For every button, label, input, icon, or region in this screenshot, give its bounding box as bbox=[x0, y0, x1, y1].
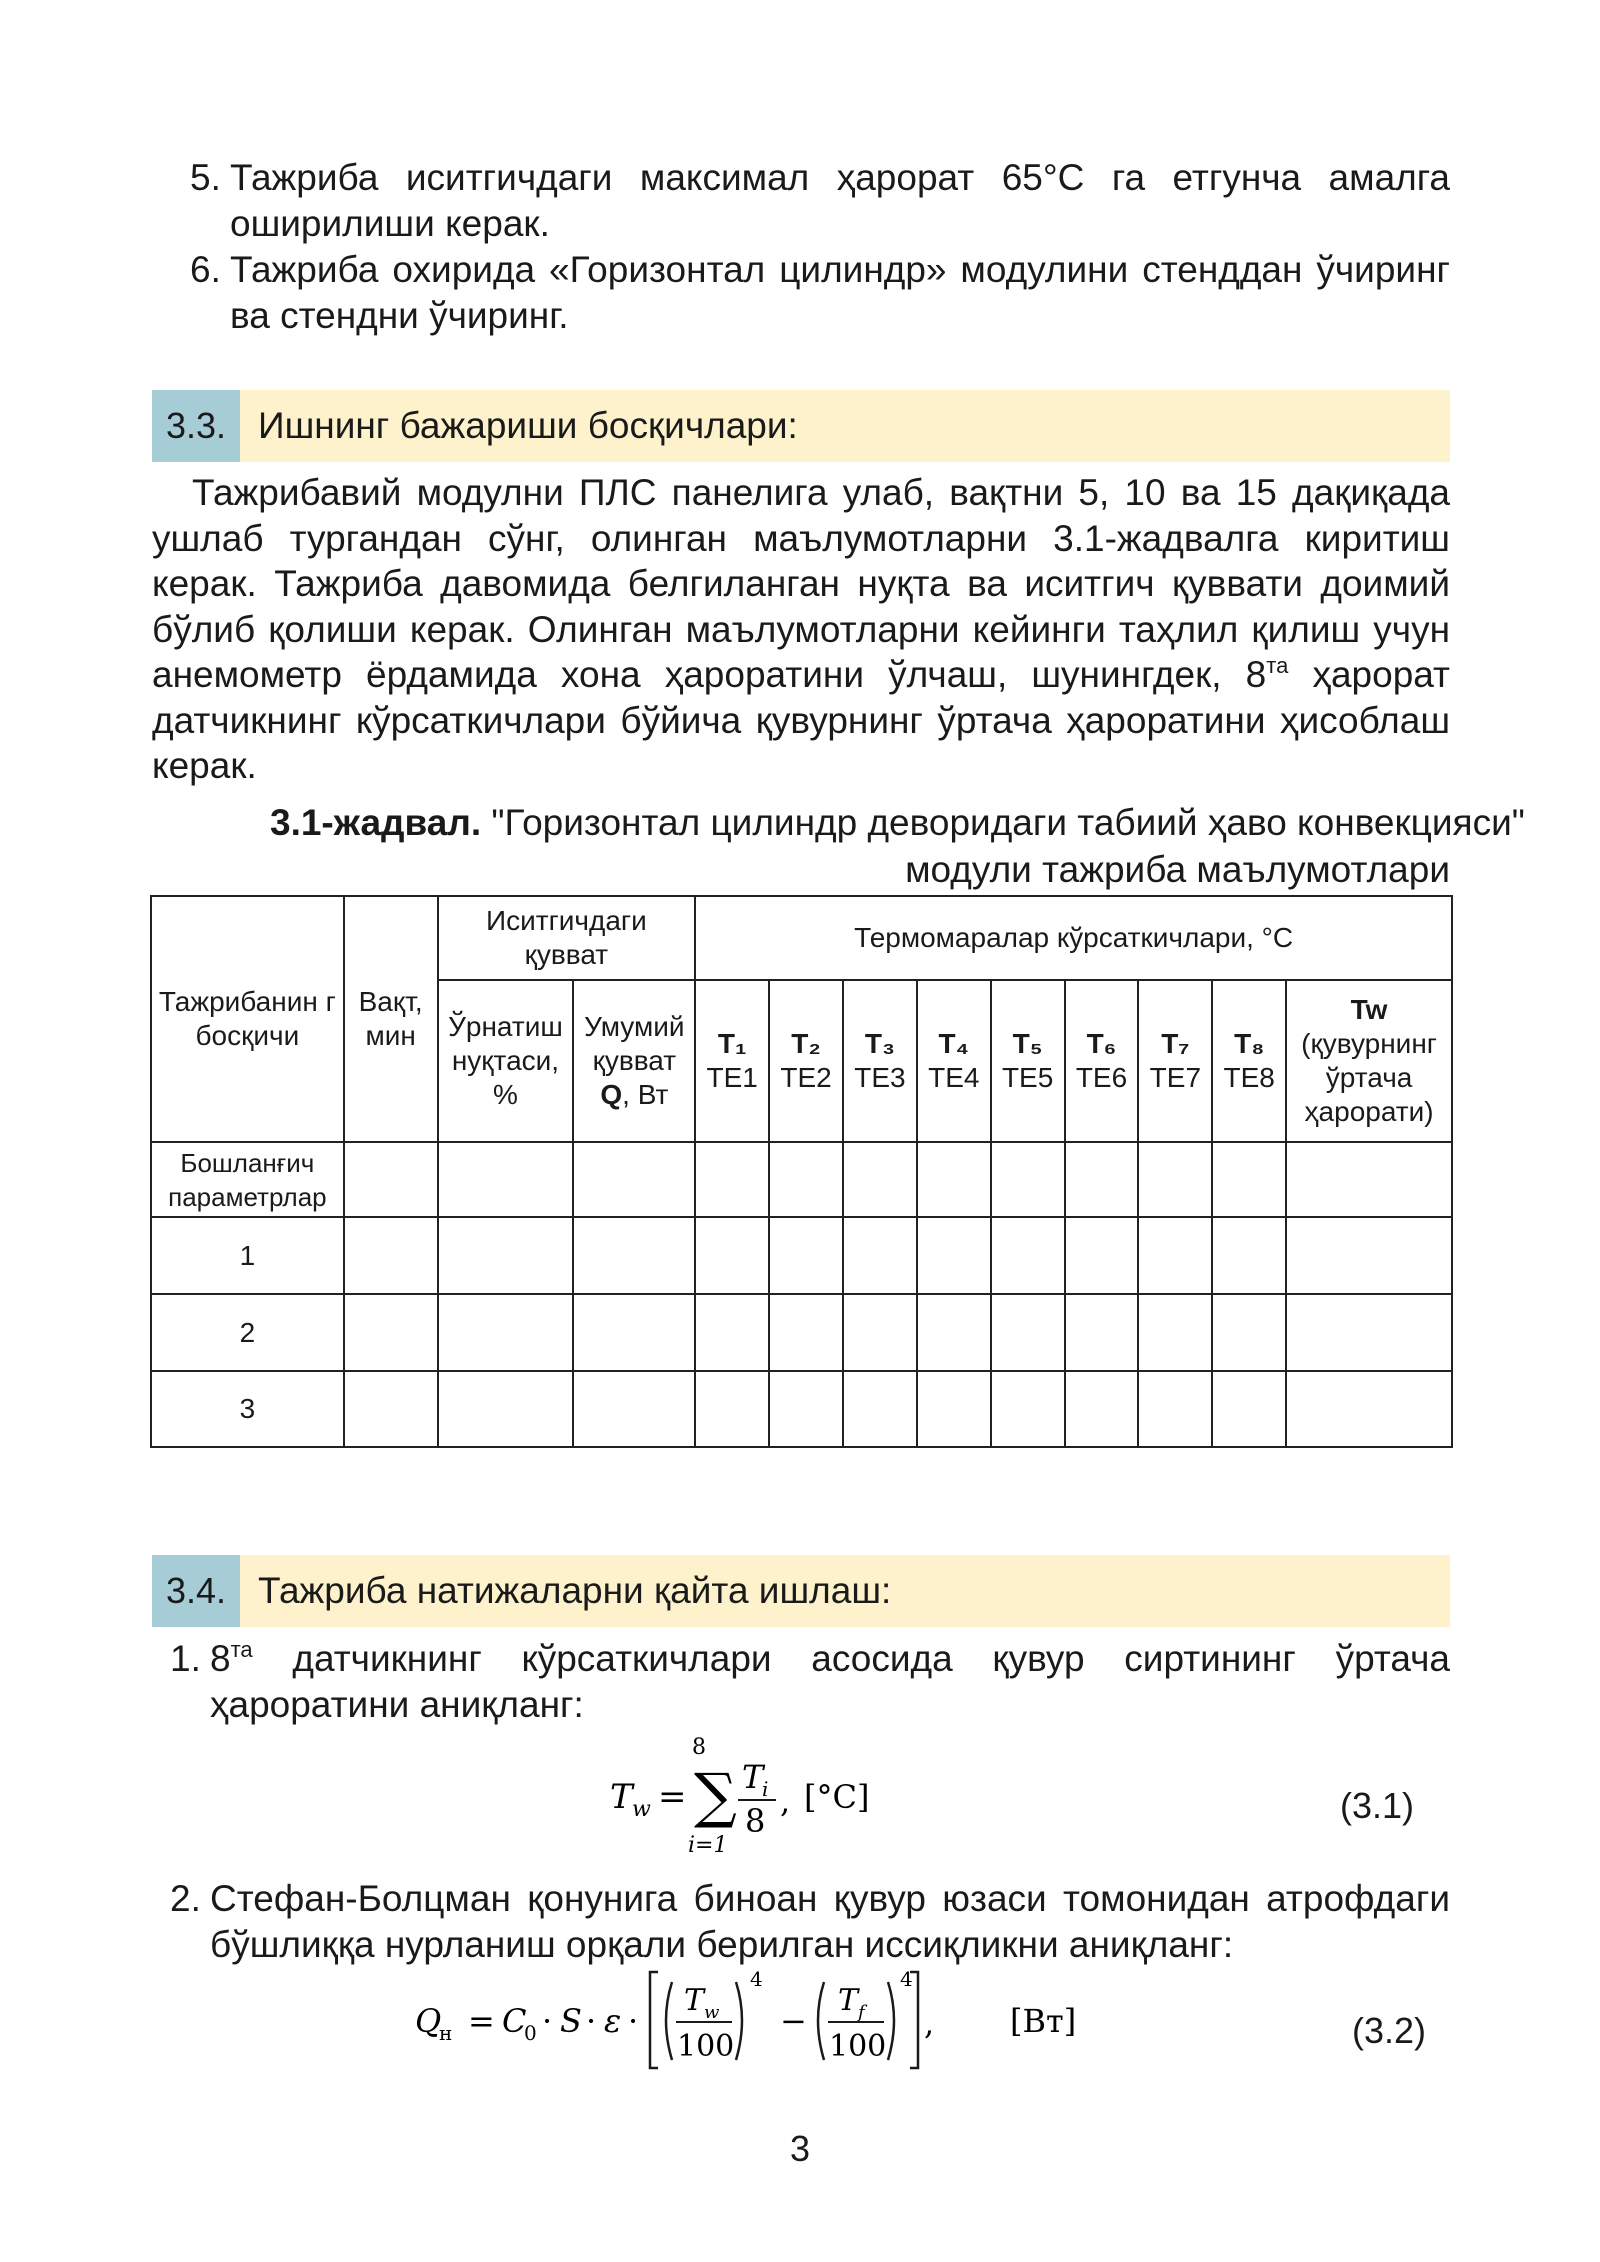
tw-description: (қувурнинг ўртача ҳарорати) bbox=[1301, 1028, 1437, 1127]
list-item-text: Тажриба охирида «Горизонтал цилиндр» модулини стенддан ўчиринг ва стендни ўчиринг. bbox=[230, 249, 1450, 336]
table-row-label: Бошланғич параметрлар bbox=[151, 1142, 344, 1217]
table-cell[interactable] bbox=[695, 1294, 769, 1371]
sensor-code: TE7 bbox=[1149, 1062, 1202, 1093]
table-cell[interactable] bbox=[991, 1217, 1065, 1294]
table-cell[interactable] bbox=[344, 1142, 438, 1217]
section-number: 3.3. bbox=[152, 390, 240, 462]
table-cell[interactable] bbox=[991, 1294, 1065, 1371]
table-header-sensor bbox=[843, 980, 917, 1142]
sensor-symbol: T₂ bbox=[791, 1028, 821, 1059]
list-item bbox=[170, 1636, 1450, 1728]
table-cell[interactable] bbox=[1138, 1294, 1212, 1371]
table-row-label: 1 bbox=[151, 1217, 344, 1294]
list-item-text bbox=[210, 1636, 1450, 1728]
formula-subscript: w bbox=[632, 1797, 651, 1822]
table-cell[interactable] bbox=[1065, 1294, 1139, 1371]
sum-upper: 8 bbox=[692, 1735, 706, 1760]
formula-comma: , bbox=[924, 2004, 935, 2042]
table-caption-line2: модули тажриба маълумотлари bbox=[905, 849, 1450, 890]
sensor-code: TE1 bbox=[706, 1062, 758, 1093]
table-header-total-power bbox=[573, 980, 695, 1142]
table-cell[interactable] bbox=[769, 1294, 843, 1371]
superscript: та bbox=[230, 1637, 253, 1662]
table-header-power-group: Иситгичдаги қувват bbox=[438, 896, 696, 980]
table-cell[interactable] bbox=[573, 1371, 695, 1447]
table-cell[interactable] bbox=[1212, 1371, 1286, 1447]
sensor-symbol: T₆ bbox=[1086, 1028, 1117, 1059]
table-cell[interactable] bbox=[1138, 1371, 1212, 1447]
table-row bbox=[151, 1217, 1452, 1294]
sensor-symbol: T₇ bbox=[1161, 1028, 1190, 1059]
total-power-unit: , Вт bbox=[622, 1079, 669, 1110]
sensor-symbol: T₄ bbox=[938, 1028, 969, 1059]
sensor-symbol: T₁ bbox=[717, 1028, 747, 1059]
formula-minus: − bbox=[780, 2002, 807, 2040]
table-header-sensor bbox=[769, 980, 843, 1142]
section-3-4-list bbox=[170, 1636, 1450, 1728]
table-header-sensor bbox=[695, 980, 769, 1142]
table-cell[interactable] bbox=[344, 1217, 438, 1294]
superscript: та bbox=[1266, 653, 1289, 678]
table-caption bbox=[270, 800, 1525, 846]
section-title: Тажриба натижаларни қайта ишлаш: bbox=[258, 1570, 892, 1611]
table-cell[interactable] bbox=[769, 1371, 843, 1447]
table-cell[interactable] bbox=[843, 1371, 917, 1447]
table-caption-label: 3.1-жадвал. bbox=[270, 802, 482, 843]
formula-dot: · bbox=[542, 2002, 553, 2040]
table-cell[interactable] bbox=[1065, 1371, 1139, 1447]
table-cell[interactable] bbox=[1065, 1217, 1139, 1294]
top-list bbox=[190, 155, 1450, 339]
sensor-code: TE5 bbox=[1001, 1062, 1054, 1093]
table-cell[interactable] bbox=[1286, 1371, 1452, 1447]
table-row bbox=[151, 1371, 1452, 1447]
table-cell[interactable] bbox=[1286, 1217, 1452, 1294]
table-cell[interactable] bbox=[695, 1371, 769, 1447]
sensor-code: TE3 bbox=[854, 1062, 906, 1093]
sensor-code: TE4 bbox=[928, 1062, 980, 1093]
power: 4 bbox=[900, 1967, 913, 1991]
total-power-label: Умумий қувват bbox=[584, 1011, 685, 1076]
formula-s: S bbox=[560, 2002, 582, 2040]
list-item-number: 6. bbox=[190, 249, 221, 290]
sensor-code: TE8 bbox=[1223, 1062, 1275, 1093]
sensor-code: TE2 bbox=[780, 1062, 832, 1093]
tw-symbol: Tw bbox=[1350, 994, 1388, 1025]
table-cell[interactable] bbox=[573, 1142, 695, 1217]
sensor-symbol: T₅ bbox=[1012, 1028, 1043, 1059]
formula-epsilon: ε bbox=[604, 2002, 622, 2040]
sensor-symbol: T₈ bbox=[1234, 1028, 1265, 1059]
table-cell[interactable] bbox=[438, 1294, 574, 1371]
table-cell[interactable] bbox=[438, 1371, 574, 1447]
table-header-sensor bbox=[1212, 980, 1286, 1142]
table-cell[interactable] bbox=[917, 1217, 991, 1294]
power: 4 bbox=[750, 1967, 763, 1991]
formula-number: (3.1) bbox=[1340, 1785, 1415, 1826]
sensor-symbol: T₃ bbox=[864, 1028, 895, 1059]
section-header-3-4 bbox=[152, 1555, 1450, 1627]
formula-symbol: T bbox=[610, 1777, 633, 1817]
frac-tf-sub: f bbox=[858, 2002, 865, 2023]
list-item-number: 1. bbox=[170, 1638, 201, 1679]
table-header-sensor bbox=[1138, 980, 1212, 1142]
formula-dot: · bbox=[628, 2002, 639, 2040]
frac-denominator: 8 bbox=[745, 1802, 766, 1840]
formula-3-2 bbox=[410, 1960, 1110, 2090]
sum-sign: ∑ bbox=[694, 1761, 737, 1831]
table-cell[interactable] bbox=[843, 1217, 917, 1294]
table-cell[interactable] bbox=[769, 1142, 843, 1217]
table-cell[interactable] bbox=[1065, 1142, 1139, 1217]
frac-tw: T bbox=[684, 1983, 705, 2018]
frac-numerator: T bbox=[742, 1758, 764, 1796]
frac-den: 100 bbox=[677, 2029, 735, 2064]
formula-c0-sub: 0 bbox=[524, 2021, 537, 2045]
table-cell[interactable] bbox=[917, 1142, 991, 1217]
sum-lower: i=1 bbox=[688, 1833, 728, 1858]
frac-tf: T bbox=[838, 1983, 859, 2018]
formula-dot: · bbox=[586, 2002, 597, 2040]
paragraph-text: ҳарорат датчикнинг кўрсаткичлари бўйича қувурнинг ўртача ҳароратини ҳисоблаш керак. bbox=[152, 654, 1450, 786]
table-cell[interactable] bbox=[573, 1217, 695, 1294]
table-header-sensor bbox=[1065, 980, 1139, 1142]
frac-den: 100 bbox=[829, 2029, 887, 2064]
table-cell[interactable] bbox=[1286, 1142, 1452, 1217]
table-cell[interactable] bbox=[1212, 1217, 1286, 1294]
table-header-sensor bbox=[917, 980, 991, 1142]
list-item-text-part: датчикнинг кўрсаткичлари асосида қувур сиртининг ўртача ҳароратини аниқланг: bbox=[210, 1638, 1450, 1725]
list-item-number: 2. bbox=[170, 1878, 201, 1919]
table-cell[interactable] bbox=[843, 1142, 917, 1217]
list-item-text: Тажриба иситгичдаги максимал ҳарорат 65°С га етгунча амалга оширилиши керак. bbox=[230, 157, 1450, 244]
formula-comma: , bbox=[780, 1782, 791, 1820]
table-cell[interactable] bbox=[991, 1142, 1065, 1217]
formula-symbol: Q bbox=[415, 2002, 442, 2040]
table-cell[interactable] bbox=[769, 1217, 843, 1294]
frac-numerator-sub: i bbox=[762, 1777, 769, 1801]
formula-unit: [Вт] bbox=[1010, 2002, 1077, 2040]
formula-number: (3.2) bbox=[1352, 2010, 1427, 2051]
table-cell[interactable] bbox=[695, 1217, 769, 1294]
table-cell[interactable] bbox=[344, 1371, 438, 1447]
list-item-text: Стефан-Болцман қонунига биноан қувур юзаси томонидан атрофдаги бўшлиққа нурланиш орқали берилган иссиқликни аниқланг: bbox=[210, 1878, 1450, 1965]
table-cell[interactable] bbox=[344, 1294, 438, 1371]
formula-3-1 bbox=[590, 1730, 890, 1860]
table-header-thermo-group: Термомаралар кўрсаткичлари, °С bbox=[695, 896, 1452, 980]
formula-subscript: н bbox=[439, 2021, 453, 2045]
page-number: 3 bbox=[789, 2128, 811, 2169]
formula-unit: [°C] bbox=[804, 1778, 870, 1816]
table-cell[interactable] bbox=[573, 1294, 695, 1371]
formula-equals: = bbox=[468, 2002, 495, 2040]
table-header-tw bbox=[1286, 980, 1452, 1142]
table-cell[interactable] bbox=[917, 1371, 991, 1447]
formula-c0: C bbox=[502, 2002, 527, 2040]
table-cell[interactable] bbox=[1212, 1142, 1286, 1217]
table-cell[interactable] bbox=[1286, 1294, 1452, 1371]
list-item-text-part: 8 bbox=[210, 1638, 231, 1679]
frac-tw-sub: w bbox=[704, 2002, 720, 2023]
table-cell[interactable] bbox=[438, 1217, 574, 1294]
section-3-4-list bbox=[170, 1876, 1450, 1968]
table-row bbox=[151, 1294, 1452, 1371]
list-item bbox=[190, 247, 1450, 339]
table-cell[interactable] bbox=[843, 1294, 917, 1371]
table-cell[interactable] bbox=[991, 1371, 1065, 1447]
table-header-setpoint: Ўрнатиш нуқтаси, % bbox=[438, 980, 574, 1142]
paragraph-text: Тажрибавий модулни ПЛС панелига улаб, вақтни 5, 10 ва 15 дақиқада ушлаб тургандан сўнг, олинган маълумотларни 3.1-жадвалга киритиш керак. Тажриба давомида белгиланган нуқта ва иситгич қуввати доимий бўлиб қолиши керак. Олинган маълумотларни кейинги таҳлил қилиш учун анемометр ёрдамида хона ҳароратини ўлчаш, шунингдек, 8 bbox=[152, 472, 1450, 695]
formula-equals: = bbox=[658, 1777, 687, 1817]
section-title: Ишнинг бажариши босқичлари: bbox=[258, 405, 798, 446]
table-cell[interactable] bbox=[917, 1294, 991, 1371]
table-cell[interactable] bbox=[1138, 1142, 1212, 1217]
table-cell[interactable] bbox=[438, 1142, 574, 1217]
table-header-sensor bbox=[991, 980, 1065, 1142]
table-row-label: 2 bbox=[151, 1294, 344, 1371]
table-header-time: Вақт, мин bbox=[344, 896, 438, 1142]
list-item bbox=[170, 1876, 1450, 1968]
table-cell[interactable] bbox=[695, 1142, 769, 1217]
table-cell[interactable] bbox=[1212, 1294, 1286, 1371]
table-row bbox=[151, 1142, 1452, 1217]
section-number: 3.4. bbox=[152, 1555, 240, 1627]
section-3-3-paragraph bbox=[152, 470, 1450, 789]
data-table-3-1 bbox=[150, 895, 1453, 1448]
total-power-symbol: Q bbox=[600, 1079, 623, 1110]
table-header-stage: Тажрибанин г босқичи bbox=[151, 896, 344, 1142]
table-row-label: 3 bbox=[151, 1371, 344, 1447]
list-item bbox=[190, 155, 1450, 247]
sensor-code: TE6 bbox=[1075, 1062, 1128, 1093]
list-item-number: 5. bbox=[190, 157, 221, 198]
table-cell[interactable] bbox=[1138, 1217, 1212, 1294]
table-caption-line1: "Горизонтал цилиндр деворидаги табиий ҳаво конвекцияси" bbox=[481, 802, 1525, 843]
section-header-3-3 bbox=[152, 390, 1450, 462]
